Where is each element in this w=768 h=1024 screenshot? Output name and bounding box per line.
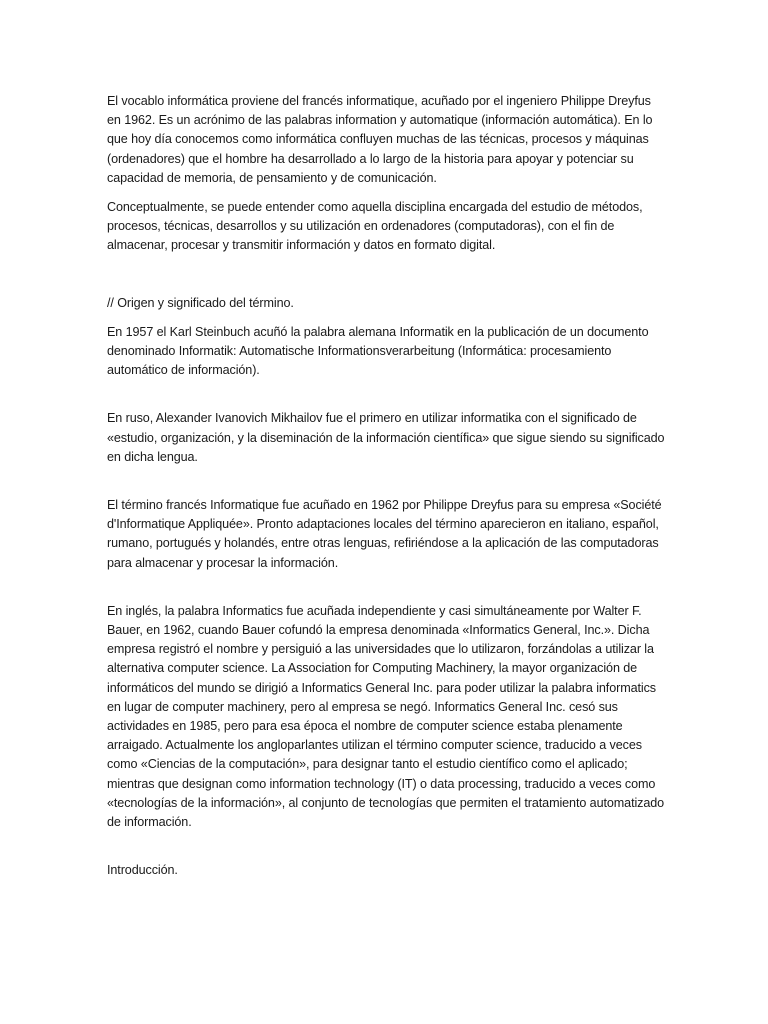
paragraph-steinbuch: En 1957 el Karl Steinbuch acuñó la palabra alemana Informatik en la publicación de un documento denominado Informatik: Automatische Informationsverarbeitung (Informática: procesamiento automático de información). xyxy=(107,324,649,378)
document-page xyxy=(107,92,667,881)
paragraph-spacer xyxy=(107,256,667,294)
paragraph-concept: Conceptualmente, se puede entender como aquella disciplina encargada del estudio de métodos, procesos, técnicas, desarrollos y su utilización en ordenadores (computadoras), con el fin de almacenar, procesar y transmitir información y datos en formato digital. xyxy=(107,200,643,253)
paragraph-intro: El vocablo informática proviene del francés informatique, acuñado por el ingeniero Philippe Dreyfus en 1962. Es un acrónimo de las palabras information y automatique (información automática). En lo que hoy día conocemos como informática confluyen muchas de las técnicas, procesos y máquinas (ordenadores) que el hombre ha desarrollado a lo largo de la historia para apoyar y potenciar su capacidad de memoria, de pensamiento y de comunicación. xyxy=(107,94,653,185)
paragraph-russian: En ruso, Alexander Ivanovich Mikhailov fue el primero en utilizar informatika con el significado de «estudio, organización, y la diseminación de la información científica» que sigue siendo su significado en dicha lengua. xyxy=(107,411,665,464)
paragraph-spacer xyxy=(107,188,667,198)
paragraph-spacer xyxy=(107,832,667,861)
paragraph-french: El término francés Informatique fue acuñado en 1962 por Philippe Dreyfus para su empresa «Société d'Informatique Appliquée». Pronto adaptaciones locales del término aparecieron en italiano, español, rumano, portugués y holandés, entre otras lenguas, refiriéndose a la aplicación de las computadoras para almacenar y procesar la información. xyxy=(107,498,662,570)
paragraph-spacer xyxy=(107,380,667,409)
section-heading-origin: // Origen y significado del término. xyxy=(107,295,294,310)
paragraph-spacer xyxy=(107,573,667,602)
paragraph-english: En inglés, la palabra Informatics fue acuñada independiente y casi simultáneamente por Walter F. Bauer, en 1962, cuando Bauer cofundó la empresa denominada «Informatics General, Inc.». Dicha empresa registró el nombre y persiguió a las universidades que lo utilizaron, forzándolas a utilizar la alternativa computer science. La Association for Computing Machinery, la mayor organización de informáticos del mundo se dirigió a Informatics General Inc. para poder utilizar la palabra informatics en lugar de computer machinery, pero al empresa se negó. Informatics General Inc. cesó sus actividades en 1985, pero para esa época el nombre de computer science estaba plenamente arraigado. Actualmente los angloparlantes utilizan el término computer science, traducido a veces como «Ciencias de la computación», para designar tanto el estudio científico como el aplicado; mientras que designan como information technology (IT) o data processing, traducido a veces como «tecnologías de la información», al conjunto de tecnologías que permiten el tratamiento automatizado de información. xyxy=(107,603,665,830)
paragraph-spacer xyxy=(107,467,667,496)
paragraph-spacer xyxy=(107,313,667,323)
section-heading-introduction: Introducción. xyxy=(107,863,178,878)
